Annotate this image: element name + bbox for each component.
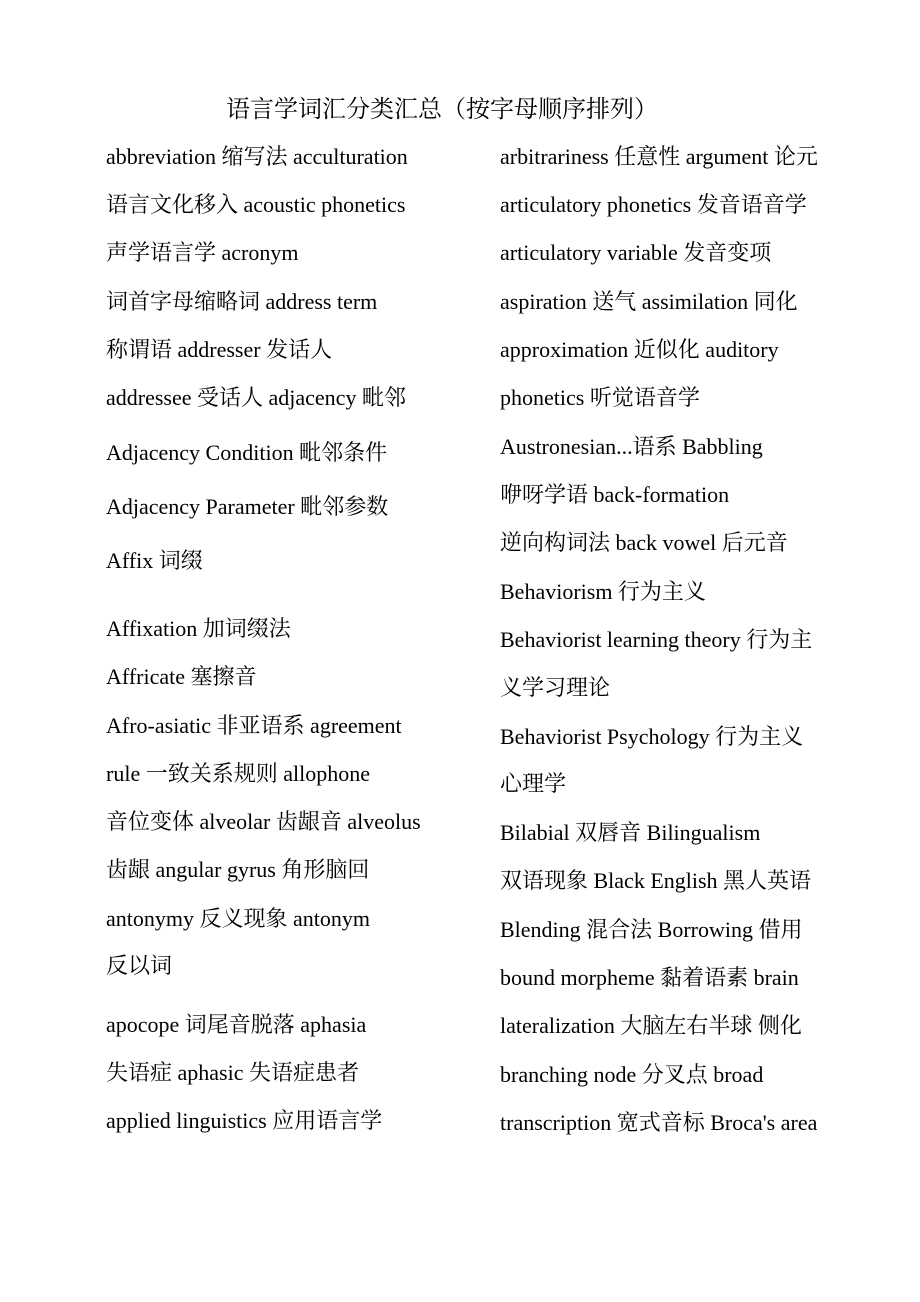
left-line-18: apocope 词尾音脱落 aphasia xyxy=(106,1012,367,1037)
left-line-20: applied linguistics 应用语言学 xyxy=(106,1108,383,1133)
page-title: 语言学词汇分类汇总（按字母顺序排列） xyxy=(226,95,658,123)
right-line-21: transcription 宽式音标 Broca's area xyxy=(500,1110,818,1135)
left-line-1: abbreviation 缩写法 acculturation xyxy=(106,144,408,169)
right-line-12: 义学习理论 xyxy=(500,675,611,700)
left-line-5: 称谓语 addresser 发话人 xyxy=(106,337,333,362)
right-line-5: approximation 近似化 auditory xyxy=(500,337,779,362)
right-line-14: 心理学 xyxy=(500,771,567,796)
right-line-19: lateralization 大脑左右半球 侧化 xyxy=(500,1013,802,1038)
right-line-15: Bilabial 双唇音 Bilingualism xyxy=(500,820,761,845)
right-line-8: 咿呀学语 back-formation xyxy=(500,482,730,507)
left-line-12: Afro-asiatic 非亚语系 agreement xyxy=(106,713,402,738)
right-line-2: articulatory phonetics 发音语音学 xyxy=(500,192,807,217)
right-line-17: Blending 混合法 Borrowing 借用 xyxy=(500,917,803,942)
left-line-19: 失语症 aphasic 失语症患者 xyxy=(106,1060,359,1085)
right-line-13: Behaviorist Psychology 行为主义 xyxy=(500,724,804,749)
left-line-3: 声学语言学 acronym xyxy=(106,240,299,265)
left-line-13: rule 一致关系规则 allophone xyxy=(106,761,370,786)
left-line-10: Affixation 加词缀法 xyxy=(106,616,291,641)
left-line-7: Adjacency Condition 毗邻条件 xyxy=(106,440,388,465)
left-line-17: 反以词 xyxy=(106,953,173,978)
right-line-11: Behaviorist learning theory 行为主 xyxy=(500,627,813,652)
right-line-9: 逆向构词法 back vowel 后元音 xyxy=(500,530,788,555)
left-line-2: 语言文化移入 acoustic phonetics xyxy=(106,192,406,217)
left-line-6: addressee 受话人 adjacency 毗邻 xyxy=(106,385,406,410)
right-line-10: Behaviorism 行为主义 xyxy=(500,579,706,604)
left-line-16: antonymy 反义现象 antonym xyxy=(106,906,370,931)
right-line-18: bound morpheme 黏着语素 brain xyxy=(500,965,799,990)
left-line-11: Affricate 塞擦音 xyxy=(106,664,257,689)
right-line-4: aspiration 送气 assimilation 同化 xyxy=(500,289,798,314)
right-line-16: 双语现象 Black English 黑人英语 xyxy=(500,868,812,893)
right-line-1: arbitrariness 任意性 argument 论元 xyxy=(500,144,818,169)
right-line-20: branching node 分叉点 broad xyxy=(500,1062,764,1087)
left-line-15: 齿龈 angular gyrus 角形脑回 xyxy=(106,857,370,882)
left-line-8: Adjacency Parameter 毗邻参数 xyxy=(106,494,389,519)
right-line-6: phonetics 听觉语音学 xyxy=(500,385,700,410)
right-line-7: Austronesian...语系 Babbling xyxy=(500,434,763,459)
left-line-14: 音位变体 alveolar 齿龈音 alveolus xyxy=(106,809,421,834)
left-line-9: Affix 词缀 xyxy=(106,548,203,573)
right-line-3: articulatory variable 发音变项 xyxy=(500,240,772,265)
left-line-4: 词首字母缩略词 address term xyxy=(106,289,378,314)
